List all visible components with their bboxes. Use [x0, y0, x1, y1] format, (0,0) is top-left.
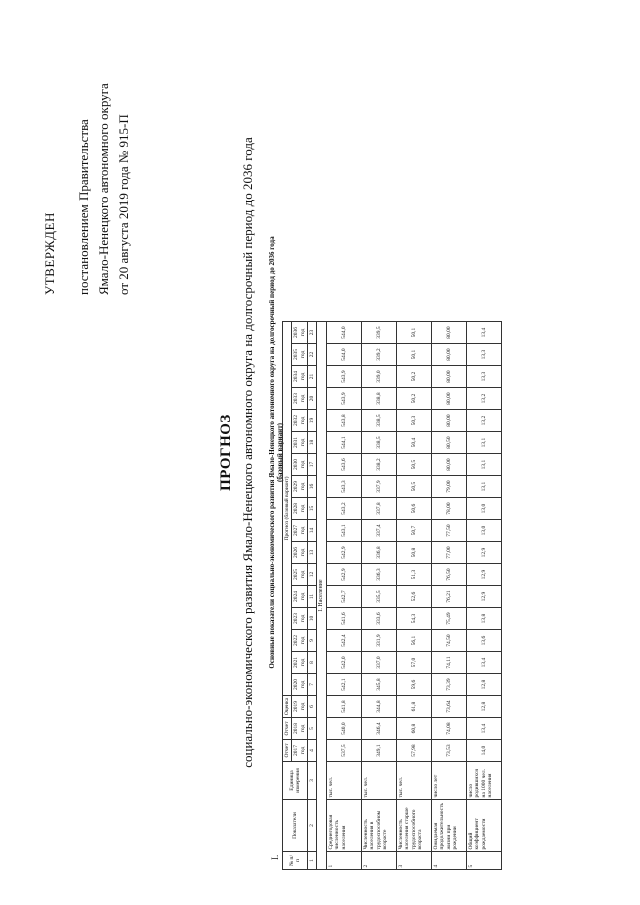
value-cell: 543,8: [327, 410, 362, 432]
value-cell: 541,6: [327, 608, 362, 630]
value-cell: 331,9: [362, 630, 397, 652]
unit-cell: тыс. чел.: [397, 762, 432, 800]
value-cell: 543,3: [327, 476, 362, 498]
value-cell: 60,8: [397, 718, 432, 740]
value-cell: 543,2: [327, 498, 362, 520]
year-header: 2027 год: [292, 520, 308, 542]
value-cell: 50,7: [397, 520, 432, 542]
year-header: 2026 год: [292, 542, 308, 564]
table-caption: Основные показатели социально-экономического развития Ямало-Ненецкого автономного округа на долгосрочный период до 2036 года: [268, 236, 276, 669]
column-number: 1: [307, 852, 316, 870]
value-cell: 50,6: [397, 498, 432, 520]
indicators-table: [282, 321, 502, 870]
year-header: 2029 год: [292, 476, 308, 498]
value-cell: 50,2: [397, 388, 432, 410]
table-row: [397, 322, 432, 870]
value-cell: 543,9: [327, 388, 362, 410]
value-cell: 50,1: [397, 344, 432, 366]
value-cell: 76,21: [432, 586, 467, 608]
value-cell: 75,49: [432, 608, 467, 630]
value-cell: 52,6: [397, 586, 432, 608]
value-cell: 74,11: [432, 652, 467, 674]
value-cell: 80,00: [432, 410, 467, 432]
row-number: 4: [432, 852, 467, 870]
value-cell: 336,3: [362, 564, 397, 586]
value-cell: 542,9: [327, 564, 362, 586]
row-number: 5: [467, 852, 502, 870]
unit-cell: число лет: [432, 762, 467, 800]
column-number: 18: [307, 432, 316, 454]
value-cell: 13,2: [467, 388, 502, 410]
column-number: 19: [307, 410, 316, 432]
value-cell: 57,0: [397, 652, 432, 674]
value-cell: 13,4: [467, 718, 502, 740]
approval-line-2: Ямало-Ненецкого автономного округа: [96, 83, 112, 295]
value-cell: 13,1: [467, 432, 502, 454]
column-number: 10: [307, 608, 316, 630]
value-cell: 59,6: [397, 674, 432, 696]
year-header: 2036 год: [292, 322, 308, 344]
document-title: ПРОГНОЗ: [218, 414, 234, 491]
value-cell: 50,2: [397, 366, 432, 388]
value-cell: 80,50: [432, 432, 467, 454]
column-number: 17: [307, 454, 316, 476]
year-header: 2032 год: [292, 410, 308, 432]
value-cell: 80,00: [432, 388, 467, 410]
value-cell: 73,64: [432, 696, 467, 718]
value-cell: 337,4: [362, 520, 397, 542]
column-number: 14: [307, 520, 316, 542]
header-report-2: Отчет: [283, 718, 292, 740]
value-cell: 50,8: [397, 542, 432, 564]
row-number: 2: [362, 852, 397, 870]
value-cell: 544,1: [327, 432, 362, 454]
column-number: 8: [307, 652, 316, 674]
document-subtitle: социально-экономического развития Ямало-Ненецкого автономного округа на долгосрочный период до 2036 года: [240, 137, 255, 768]
section-row: [317, 322, 327, 870]
value-cell: 345,8: [362, 674, 397, 696]
value-cell: 74,50: [432, 630, 467, 652]
value-cell: 335,5: [362, 586, 397, 608]
indicator-name: Среднегодовая численность населения: [327, 800, 362, 852]
table-row: [362, 322, 397, 870]
value-cell: 344,8: [362, 696, 397, 718]
value-cell: 50,5: [397, 476, 432, 498]
value-cell: 12,9: [467, 564, 502, 586]
year-header: 2023 год: [292, 608, 308, 630]
value-cell: 13,0: [467, 498, 502, 520]
value-cell: 337,9: [362, 476, 397, 498]
value-cell: 54,3: [397, 608, 432, 630]
year-header: 2018 год: [292, 718, 308, 740]
column-number: 6: [307, 696, 316, 718]
value-cell: 50,3: [397, 410, 432, 432]
value-cell: 13,1: [467, 476, 502, 498]
value-cell: 543,9: [327, 366, 362, 388]
value-cell: 80,00: [432, 366, 467, 388]
value-cell: 80,00: [432, 454, 467, 476]
value-cell: 61,8: [397, 696, 432, 718]
value-cell: 333,6: [362, 608, 397, 630]
value-cell: 542,9: [327, 542, 362, 564]
value-cell: 339,5: [362, 322, 397, 344]
value-cell: 339,2: [362, 344, 397, 366]
column-number: 12: [307, 564, 316, 586]
value-cell: 537,5: [327, 740, 362, 762]
row-number: 3: [397, 852, 432, 870]
value-cell: 12,8: [467, 696, 502, 718]
value-cell: 543,6: [327, 454, 362, 476]
column-number: 13: [307, 542, 316, 564]
value-cell: 12,8: [467, 674, 502, 696]
header-report: Отчет: [283, 740, 292, 762]
column-number: 3: [307, 762, 316, 800]
column-number: 23: [307, 322, 316, 344]
year-header: 2025 год: [292, 564, 308, 586]
year-header: 2033 год: [292, 388, 308, 410]
value-cell: 80,00: [432, 322, 467, 344]
header-indicator: Показатели: [283, 800, 308, 852]
year-header: 2024 год: [292, 586, 308, 608]
value-cell: 50,1: [397, 322, 432, 344]
value-cell: 73,39: [432, 674, 467, 696]
year-header: 2021 год: [292, 652, 308, 674]
value-cell: 336,8: [362, 542, 397, 564]
table-row: [467, 322, 502, 870]
value-cell: 338,5: [362, 432, 397, 454]
value-cell: 51,3: [397, 564, 432, 586]
value-cell: 13,0: [467, 520, 502, 542]
value-cell: 56,1: [397, 630, 432, 652]
value-cell: 541,8: [327, 696, 362, 718]
value-cell: 76,50: [432, 564, 467, 586]
indicator-name: Численность населения старше трудоспособного возраста: [397, 800, 432, 852]
year-header: 2020 год: [292, 674, 308, 696]
value-cell: 13,2: [467, 410, 502, 432]
year-header: 2019 год: [292, 696, 308, 718]
indicator-name: Общий коэффициент рождаемости: [467, 800, 502, 852]
value-cell: 13,3: [467, 366, 502, 388]
table-row: [432, 322, 467, 870]
value-cell: 80,00: [432, 344, 467, 366]
value-cell: 74,08: [432, 718, 467, 740]
column-number: 20: [307, 388, 316, 410]
value-cell: 50,5: [397, 454, 432, 476]
section-number: I.: [270, 854, 280, 860]
year-header: 2030 год: [292, 454, 308, 476]
approval-heading: УТВЕРЖДЕН: [42, 212, 57, 295]
value-cell: 78,00: [432, 498, 467, 520]
value-cell: 346,4: [362, 718, 397, 740]
year-header: 2028 год: [292, 498, 308, 520]
value-cell: 13,8: [467, 608, 502, 630]
indicator-name: Численность населения в трудоспособном возрасте: [362, 800, 397, 852]
table-row: [327, 322, 362, 870]
value-cell: 12,9: [467, 586, 502, 608]
value-cell: 14,0: [467, 740, 502, 762]
value-cell: 12,9: [467, 542, 502, 564]
column-number: 11: [307, 586, 316, 608]
value-cell: 544,0: [327, 344, 362, 366]
value-cell: 73,53: [432, 740, 467, 762]
year-header: 2034 год: [292, 366, 308, 388]
value-cell: 338,2: [362, 454, 397, 476]
value-cell: 77,50: [432, 520, 467, 542]
year-header: 2022 год: [292, 630, 308, 652]
header-forecast: Прогноз (базовый вариант): [283, 322, 292, 696]
unit-cell: тыс. чел.: [327, 762, 362, 800]
column-number: 2: [307, 800, 316, 852]
column-number: 7: [307, 674, 316, 696]
value-cell: 337,8: [362, 498, 397, 520]
value-cell: 77,00: [432, 542, 467, 564]
value-cell: 13,4: [467, 322, 502, 344]
column-number: 16: [307, 476, 316, 498]
value-cell: 13,1: [467, 454, 502, 476]
approval-block: [40, 25, 135, 295]
year-header: 2017 год: [292, 740, 308, 762]
table-variant: (базовый вариант): [276, 423, 284, 482]
year-header: 2031 год: [292, 432, 308, 454]
value-cell: 57,98: [397, 740, 432, 762]
column-number: 5: [307, 718, 316, 740]
column-numbers-row: [307, 322, 316, 870]
value-cell: 338,5: [362, 410, 397, 432]
column-number: 9: [307, 630, 316, 652]
value-cell: 544,0: [327, 322, 362, 344]
value-cell: 50,4: [397, 432, 432, 454]
approval-line-3: от 20 августа 2019 года № 915-П: [116, 114, 132, 295]
unit-cell: число родившихся на 1000 чел. населения: [467, 762, 502, 800]
value-cell: 349,1: [362, 740, 397, 762]
column-number: 21: [307, 366, 316, 388]
column-number: 4: [307, 740, 316, 762]
indicator-name: Ожидаемая продолжительность жизни при рождении: [432, 800, 467, 852]
value-cell: 337,0: [362, 652, 397, 674]
value-cell: 542,4: [327, 630, 362, 652]
header-estimate: Оценка: [283, 696, 292, 718]
value-cell: 540,0: [327, 718, 362, 740]
section-population-label: I. Население: [317, 322, 327, 870]
value-cell: 543,1: [327, 520, 362, 542]
year-header: 2035 год: [292, 344, 308, 366]
unit-cell: тыс. чел.: [362, 762, 397, 800]
value-cell: 13,6: [467, 630, 502, 652]
value-cell: 339,0: [362, 366, 397, 388]
column-number: 15: [307, 498, 316, 520]
header-number: № п/п: [283, 852, 308, 870]
header-unit: Единица измерения: [283, 762, 308, 800]
value-cell: 13,3: [467, 344, 502, 366]
value-cell: 79,00: [432, 476, 467, 498]
value-cell: 338,8: [362, 388, 397, 410]
value-cell: 542,7: [327, 586, 362, 608]
column-number: 22: [307, 344, 316, 366]
value-cell: 542,0: [327, 652, 362, 674]
row-number: 1: [327, 852, 362, 870]
approval-line-1: постановлением Правительства: [76, 119, 92, 295]
value-cell: 13,4: [467, 652, 502, 674]
value-cell: 542,1: [327, 674, 362, 696]
